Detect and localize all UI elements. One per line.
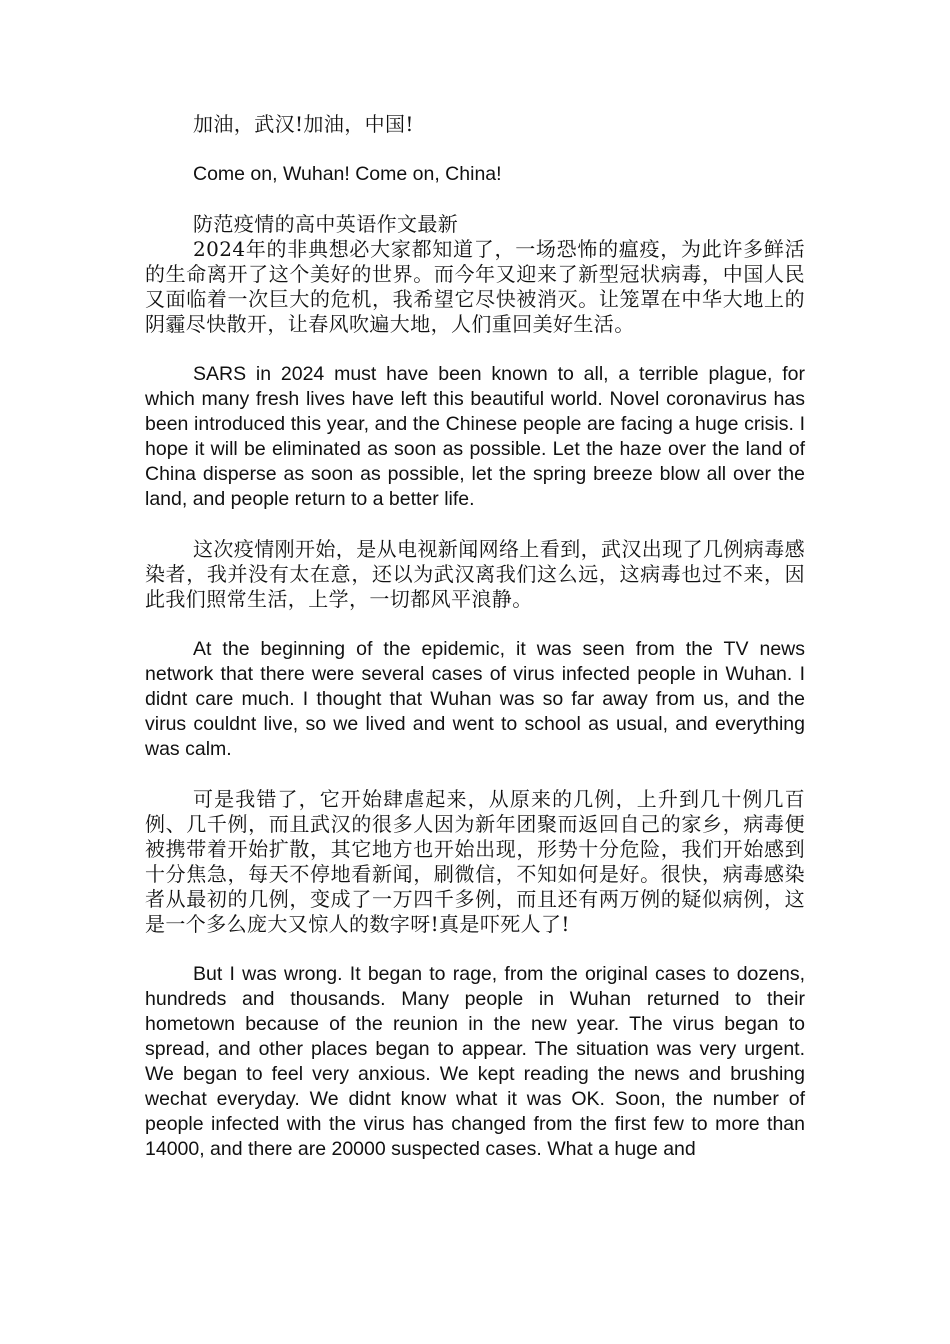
paragraph-en-1: SARS in 2024 must have been known to all, a terrible plague, for which many fresh lives have left this beautiful world. Novel coronavirus has been introduced this year, and the Chinese people are facing a huge crisis. I hope it will be eliminated as soon as possible. Let the haze over the land of China disperse as soon as possible, let the spring breeze blow all over the land, and people return to a better life. bbox=[145, 363, 805, 510]
slogan-chinese: 加油，武汉!加油，中国! bbox=[193, 112, 414, 136]
essay-title: 防范疫情的高中英语作文最新 bbox=[193, 212, 459, 236]
paragraph-en-3: But I was wrong. It began to rage, from the original cases to dozens, hundreds and thousands. Many people in Wuhan returned to their hometown because of the reunion in the new year. The virus began to spread, and other places began to appear. The situation was very urgent. We began to feel very anxious. We kept reading the news and brushing wechat everyday. We didnt know what it was OK. Soon, the number of people infected with the virus has changed from the first few to more than 14000, and there are 20000 suspected cases. What a huge and bbox=[145, 963, 805, 1160]
paragraph-en-2: At the beginning of the epidemic, it was seen from the TV news network that there were several cases of virus infected people in Wuhan. I didnt care much. I thought that Wuhan was so far away from us, and the virus couldnt live, so we lived and went to school as usual, and everything was calm. bbox=[145, 638, 805, 760]
paragraph-cn-1: 2024年的非典想必大家都知道了，一场恐怖的瘟疫，为此许多鲜活的生命离开了这个美好的世界。而今年又迎来了新型冠状病毒，中国人民又面临着一次巨大的危机，我希望它尽快被消灭。让笼罩在中华大地上的阴霾尽快散开，让春风吹遍大地，人们重回美好生活。 bbox=[145, 237, 805, 336]
slogan-english: Come on, Wuhan! Come on, China! bbox=[193, 163, 502, 185]
document-page bbox=[145, 112, 805, 1162]
paragraph-cn-3: 可是我错了，它开始肆虐起来，从原来的几例，上升到几十例几百例、几千例，而且武汉的很多人因为新年团聚而返回自己的家乡，病毒便被携带着开始扩散，其它地方也开始出现，形势十分危险，我们开始感到十分焦急，每天不停地看新闻，刷微信，不知如何是好。很快，病毒感染者从最初的几例，变成了一万四千多例，而且还有两万例的疑似病例，这是一个多么庞大又惊人的数字呀!真是吓死人了! bbox=[145, 787, 805, 936]
paragraph-cn-2: 这次疫情刚开始，是从电视新闻网络上看到，武汉出现了几例病毒感染者，我并没有太在意，还以为武汉离我们这么远，这病毒也过不来，因此我们照常生活，上学，一切都风平浪静。 bbox=[145, 537, 805, 611]
